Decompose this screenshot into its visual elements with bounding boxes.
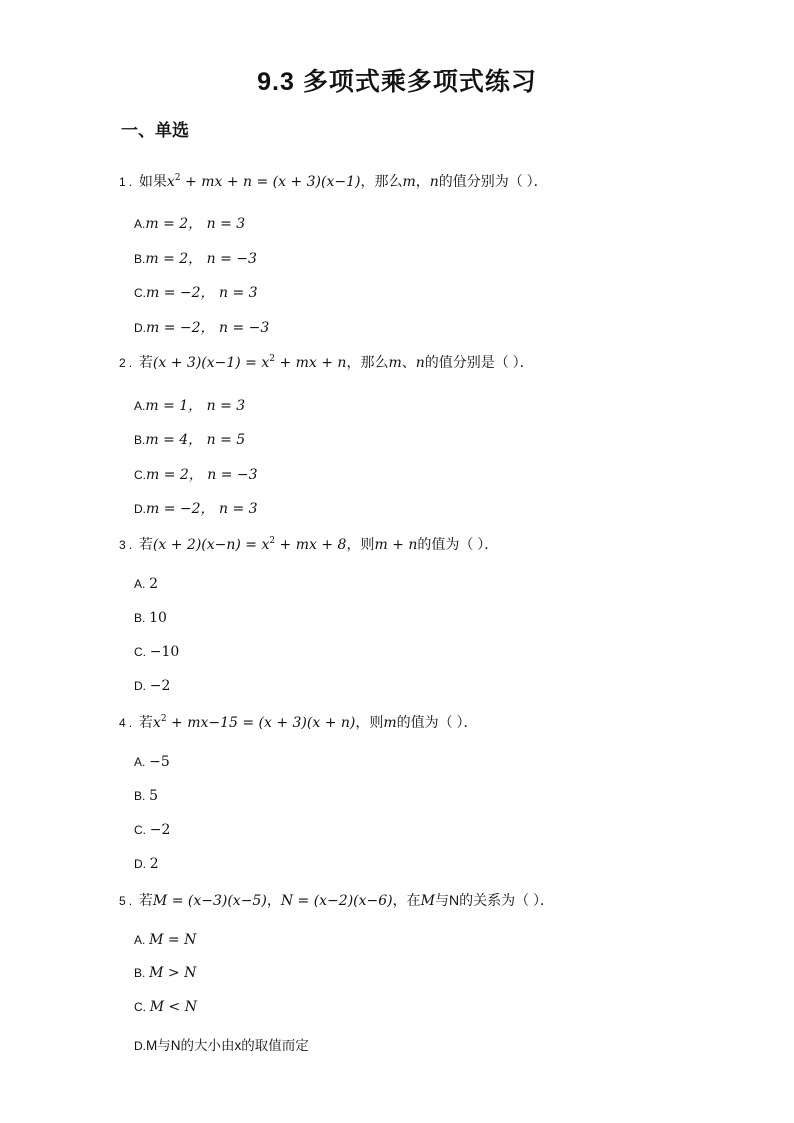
- option-d[interactable]: D.m = −2， n = −3: [134, 320, 270, 336]
- option-b[interactable]: B. M > N: [134, 965, 197, 981]
- option-c[interactable]: C.m = 2， n = −3: [134, 467, 258, 483]
- option-d[interactable]: D.m = −2， n = 3: [134, 501, 258, 517]
- option-a[interactable]: A. −5: [134, 754, 170, 770]
- question-equation: $x^2 + mx-15 = (x + 3)(x + n)$: [152, 714, 356, 731]
- question-number: 5: [119, 894, 126, 908]
- question-equation: $(x + 2)(x-n) = x^2$ + mx + 8: [152, 536, 347, 553]
- section-heading: 一、单选: [121, 121, 189, 140]
- option-b[interactable]: B.m = 4， n = 5: [134, 432, 246, 448]
- option-a[interactable]: A.m = 1， n = 3: [134, 398, 246, 414]
- option-a[interactable]: A.m = 2， n = 3: [134, 216, 246, 232]
- question-number: 3: [119, 538, 126, 552]
- question-equation: $x^2$ + mx + n = (x + 3)(x−1): [166, 173, 361, 190]
- question-3: 3 . 若$(x + 2)(x-n) = x^2$ + mx + 8，则m + n的值为（ ）．: [119, 536, 499, 553]
- option-d[interactable]: D. −2: [134, 678, 171, 694]
- option-c[interactable]: C.m = −2， n = 3: [134, 285, 258, 301]
- option-d[interactable]: D.M与N的大小由x的取值而定: [134, 1038, 309, 1053]
- option-c[interactable]: C. −10: [134, 644, 180, 660]
- option-c[interactable]: C. M < N: [134, 999, 197, 1015]
- question-equation: M = (x−3)(x−5): [152, 893, 267, 909]
- page-title: 9.3 多项式乘多项式练习: [257, 68, 537, 96]
- option-a[interactable]: A. M = N: [134, 932, 197, 948]
- question-number: 1: [119, 175, 126, 189]
- question-number: 4: [119, 716, 126, 730]
- question-equation: $(x + 3)(x-1) = x^2$ + mx + n: [152, 354, 347, 371]
- question-2: 2 . 若$(x + 3)(x-1) = x^2$ + mx + n，那么m、n的值分别是（ ）．: [119, 354, 534, 371]
- option-b[interactable]: B. 5: [134, 788, 159, 804]
- option-b[interactable]: B. 10: [134, 610, 167, 626]
- question-5: 5 . 若M = (x−3)(x−5)，N = (x−2)(x−6)，在M与N的关系为（ ）．: [119, 892, 554, 909]
- option-a[interactable]: A. 2: [134, 576, 159, 592]
- option-c[interactable]: C. −2: [134, 822, 171, 838]
- question-4: 4 . 若$x^2 + mx-15 = (x + 3)(x + n)$，则m的值为（ ）．: [119, 714, 478, 731]
- question-number: 2: [119, 356, 126, 370]
- option-d[interactable]: D. 2: [134, 856, 159, 872]
- option-b[interactable]: B.m = 2， n = −3: [134, 251, 257, 267]
- question-1: 1 . 如果$x^2$ + mx + n = (x + 3)(x−1)，那么m，n的值分别为（ ）．: [119, 173, 548, 190]
